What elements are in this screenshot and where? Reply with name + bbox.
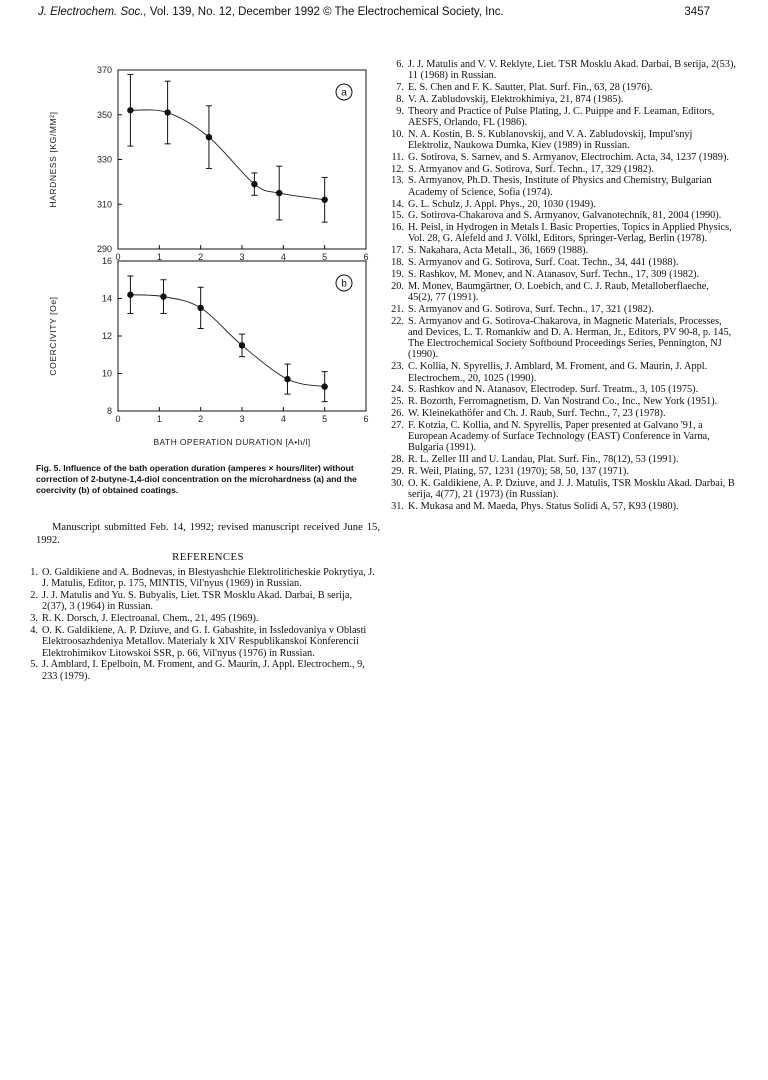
reference-item	[386, 478, 736, 501]
reference-item	[386, 152, 736, 163]
panel-label: b	[341, 278, 347, 290]
figure-5-plots	[34, 60, 384, 447]
y-tick-label: 310	[96, 199, 112, 210]
data-point	[251, 181, 257, 187]
references-left-column	[20, 567, 376, 682]
reference-item	[386, 245, 736, 256]
reference-text: G. L. Schulz, J. Appl. Phys., 20, 1030 (1949).	[408, 198, 596, 210]
manuscript-note: Manuscript submitted Feb. 14, 1992; revised manuscript received June 15, 1992.	[36, 522, 380, 546]
reference-text: S. Armyanov, Ph.D. Thesis, Institute of Physics and Chemistry, Bulgarian Academy of Science, Sofia (1974).	[408, 175, 712, 198]
reference-number: 18.	[391, 257, 404, 269]
x-axis-label: BATH OPERATION DURATION [A•h/l]	[153, 437, 311, 447]
reference-number: 14.	[391, 198, 404, 210]
reference-item	[386, 82, 736, 93]
reference-text: S. Armyanov and G. Sotirova, Surf. Coat. Techn., 34, 441 (1988).	[408, 257, 679, 269]
reference-number: 24.	[391, 384, 404, 396]
reference-number: 10.	[391, 128, 404, 140]
reference-text: S. Armyanov and G. Sotirova, Surf. Techn., 17, 321 (1982).	[408, 303, 654, 315]
references-right-column	[386, 59, 736, 513]
reference-item	[386, 106, 736, 129]
fitted-curve	[130, 110, 324, 200]
x-tick-label: 1	[156, 252, 162, 262]
reference-number: 15.	[391, 210, 404, 222]
reference-text: G. Sotirova, S. Sarnev, and S. Armyanov, Electrochim. Acta, 34, 1237 (1989).	[408, 151, 729, 163]
reference-text: R. Weil, Plating, 57, 1231 (1970); 58, 50, 137 (1971).	[408, 465, 629, 477]
y-tick-label: 8	[106, 406, 112, 416]
reference-item	[20, 613, 376, 624]
reference-item	[386, 466, 736, 477]
reference-number: 22.	[391, 315, 404, 327]
reference-text: S. Armyanov and G. Sotirova, Surf. Techn., 17, 329 (1982).	[408, 163, 654, 175]
plot-frame	[118, 70, 366, 249]
x-tick-label: 4	[280, 252, 286, 262]
reference-text: M. Monev, Baumgärtner, O. Loebich, and C. J. Raub, Metalloberflaeche, 45(2), 77 (1991).	[408, 280, 709, 303]
reference-text: J. J. Matulis and V. V. Reklyte, Liet. TSR Mosklu Akad. Darbai, B serija, 2(53), 11 (1968) in Russian.	[408, 59, 736, 82]
data-point	[197, 305, 203, 311]
data-point	[276, 190, 282, 196]
reference-text: N. A. Kostin, B. S. Kublanovskij, and V. A. Zabludovskij, Impul'snyj Elektroliz, Naukowa Dumka, Kiev (1989) in Russian.	[408, 128, 693, 152]
journal-citation	[38, 6, 504, 18]
reference-number: 13.	[391, 175, 404, 187]
x-tick-label: 3	[239, 252, 245, 262]
reference-item	[386, 396, 736, 407]
data-point	[321, 383, 327, 389]
y-tick-label: 12	[101, 331, 112, 341]
reference-number: 20.	[391, 280, 404, 292]
reference-number: 26.	[391, 407, 404, 419]
y-axis-label: COERCIVITY [Oe]	[48, 296, 58, 376]
reference-item	[20, 567, 376, 590]
y-axis-label: HARDNESS [KG/MM²]	[48, 111, 58, 208]
reference-item	[386, 257, 736, 268]
reference-item	[386, 210, 736, 221]
reference-number: 16.	[391, 222, 404, 234]
reference-text: R. Bozorth, Ferromagnetism, D. Van Nostrand Co., Inc., New York (1951).	[408, 396, 718, 408]
data-point	[164, 109, 170, 115]
reference-text: W. Kleinekathöfer and Ch. J. Raub, Surf. Techn., 7, 23 (1978).	[408, 407, 666, 419]
x-tick-label: 4	[280, 414, 286, 424]
reference-text: J. Amblard, I. Epelboin, M. Froment, and G. Maurin, J. Appl. Electrochem., 9, 233 (1979).	[42, 659, 365, 682]
reference-item	[386, 281, 736, 304]
reference-item	[386, 59, 736, 82]
reference-number: 27.	[391, 419, 404, 431]
x-tick-label: 2	[198, 414, 204, 424]
panel-label: a	[341, 87, 347, 99]
reference-item	[386, 304, 736, 315]
reference-item	[386, 199, 736, 210]
data-point	[206, 134, 212, 140]
x-tick-label: 1	[156, 414, 162, 424]
reference-text: K. Mukasa and M. Maeda, Phys. Status Solidi A, 57, K93 (1980).	[408, 500, 679, 512]
reference-item	[386, 384, 736, 395]
reference-text: S. Armyanov and G. Sotirova-Chakarova, in Magnetic Materials, Processes, and Devices, L. T. Romankiw and D. A. Herman, Jr., Editors, PV 90-8, p. 145, The Electrochemical Society Softbound Proceedings Series, Pennington, NJ (1990).	[408, 315, 732, 361]
reference-text: S. Rashkov and N. Atanasov, Electrodep. Surf. Treatm., 3, 105 (1975).	[408, 384, 699, 396]
reference-number: 29.	[391, 465, 404, 477]
reference-text: S. Rashkov, M. Monev, and N. Atanasov, Surf. Techn., 17, 309 (1982).	[408, 268, 700, 280]
reference-text: Theory and Practice of Pulse Plating, J. C. Puippe and F. Leaman, Editors, AESFS, Orlando, FL (1986).	[408, 105, 715, 128]
reference-item	[386, 222, 736, 245]
reference-number: 11.	[391, 151, 404, 163]
reference-text: O. K. Galdikiene, A. P. Dziuve, and J. J. Matulis, TSR Mosklu Akad. Darbai, B serija, 4(77), 21 (1973) (in Russian).	[408, 477, 735, 500]
reference-text: E. S. Chen and F. K. Sautter, Plat. Surf. Fin., 63, 28 (1976).	[408, 82, 653, 94]
data-point	[284, 376, 290, 382]
reference-text: H. Peisl, in Hydrogen in Metals I. Basic Properties, Topics in Applied Physics, Vol. 28, G. Alefeld and J. Völkl, Editors, Springer-Verlag, Berlin (1978).	[408, 222, 732, 245]
figure-caption	[36, 463, 380, 497]
reference-item	[20, 625, 376, 659]
reference-item	[386, 316, 736, 361]
data-point	[127, 292, 133, 298]
x-tick-label: 0	[115, 252, 121, 262]
reference-item	[386, 94, 736, 105]
reference-number: 28.	[391, 454, 404, 466]
journal-volume-info: Vol. 139, No. 12, December 1992 © The Electrochemical Society, Inc.	[146, 6, 504, 18]
reference-number: 7.	[396, 82, 404, 94]
reference-item	[386, 269, 736, 280]
data-point	[321, 197, 327, 203]
journal-name: J. Electrochem. Soc.,	[38, 6, 147, 18]
reference-text: G. Sotirova-Chakarova and S. Armyanov, Galvanotechnik, 81, 2004 (1990).	[408, 210, 722, 222]
reference-item	[386, 501, 736, 512]
y-tick-label: 350	[96, 109, 112, 120]
x-tick-label: 0	[115, 414, 121, 424]
figure-caption-text: Influence of the bath operation duration (amperes × hours/liter) without correction of 2-butyne-1,4-diol concentration on the microhardness (a) and the coercivity (b) of obtained coatings.	[36, 463, 357, 496]
reference-number: 21.	[391, 303, 404, 315]
y-tick-label: 16	[101, 256, 112, 266]
reference-item	[386, 361, 736, 384]
x-tick-label: 2	[198, 252, 204, 262]
x-tick-label: 3	[239, 414, 245, 424]
reference-text: V. A. Zabludovskij, Elektrokhimiya, 21, 874 (1985).	[408, 93, 624, 105]
page-header	[0, 0, 768, 24]
reference-text: O. K. Galdikiene, A. P. Dziuve, and G. I. Gabashite, in Issledovaniya v Oblasti Elektroosazhdeniya Metallov. Materialy k XIV Respublikanskoi Konferencii Elektrohimikov Litowskoi SSR, p. 66, Vil'nyus (1976) in Russian.	[42, 624, 367, 659]
references-heading: REFERENCES	[172, 551, 244, 563]
reference-text: J. J. Matulis and Yu. S. Bubyalis, Liet. TSR Mosklu Akad. Darbai, B serija, 2(37), 3 (1964) in Russian.	[42, 590, 353, 613]
reference-item	[20, 659, 376, 682]
y-tick-label: 370	[96, 65, 112, 75]
reference-number: 25.	[391, 396, 404, 408]
data-point	[160, 293, 166, 299]
data-point	[127, 107, 133, 113]
data-point	[239, 342, 245, 348]
reference-item	[386, 420, 736, 454]
reference-item	[386, 129, 736, 152]
x-tick-label: 6	[363, 252, 369, 262]
reference-text: S. Nakahara, Acta Metall., 36, 1669 (1988).	[408, 245, 589, 257]
reference-number: 31.	[391, 500, 404, 512]
reference-number: 19.	[391, 268, 404, 280]
reference-text: R. L. Zeller III and U. Landau, Plat. Surf. Fin., 78(12), 53 (1991).	[408, 454, 679, 466]
x-tick-label: 5	[322, 414, 328, 424]
reference-number: 4.	[30, 624, 38, 636]
reference-text: C. Kollia, N. Spyrellis, J. Amblard, M. Froment, and G. Maurin, J. Appl. Electrochem., 20, 1025 (1990).	[408, 361, 708, 384]
reference-number: 8.	[396, 93, 404, 105]
reference-number: 17.	[391, 245, 404, 257]
reference-number: 3.	[30, 613, 38, 625]
fitted-curve	[130, 295, 324, 387]
reference-item	[386, 164, 736, 175]
reference-item	[386, 408, 736, 419]
y-tick-label: 10	[101, 368, 112, 379]
reference-number: 23.	[391, 361, 404, 373]
x-tick-label: 6	[363, 414, 369, 424]
reference-item	[20, 590, 376, 613]
reference-number: 5.	[30, 659, 38, 671]
reference-number: 12.	[391, 163, 404, 175]
reference-item	[386, 454, 736, 465]
figure-5	[34, 60, 384, 445]
reference-number: 2.	[30, 590, 38, 602]
reference-number: 30.	[391, 477, 404, 489]
reference-number: 1.	[30, 567, 38, 578]
reference-text: F. Kotzia, C. Kollia, and N. Spyrellis, Paper presented at Galvano '91, a European Academy of Surface Technology (EAST) Conference in Varna, Bulgaria (1991).	[408, 419, 710, 454]
figure-caption-label: Fig. 5.	[36, 463, 61, 473]
reference-number: 6.	[396, 59, 404, 70]
y-tick-label: 330	[96, 154, 112, 165]
reference-item	[386, 175, 736, 198]
x-tick-label: 5	[322, 252, 328, 262]
y-tick-label: 14	[101, 293, 112, 304]
reference-text: R. K. Dorsch, J. Electroanal. Chem., 21, 495 (1969).	[42, 613, 259, 625]
reference-number: 9.	[396, 105, 404, 117]
page-number: 3457	[684, 6, 710, 18]
y-tick-label: 290	[96, 244, 112, 254]
reference-text: O. Galdikiene and A. Bodnevas, in Blestyashchie Elektroliticheskie Pokrytiya, J. J. Matulis, Editor, p. 175, MINTIS, Vil'nyus (1969) in Russian.	[42, 567, 375, 590]
